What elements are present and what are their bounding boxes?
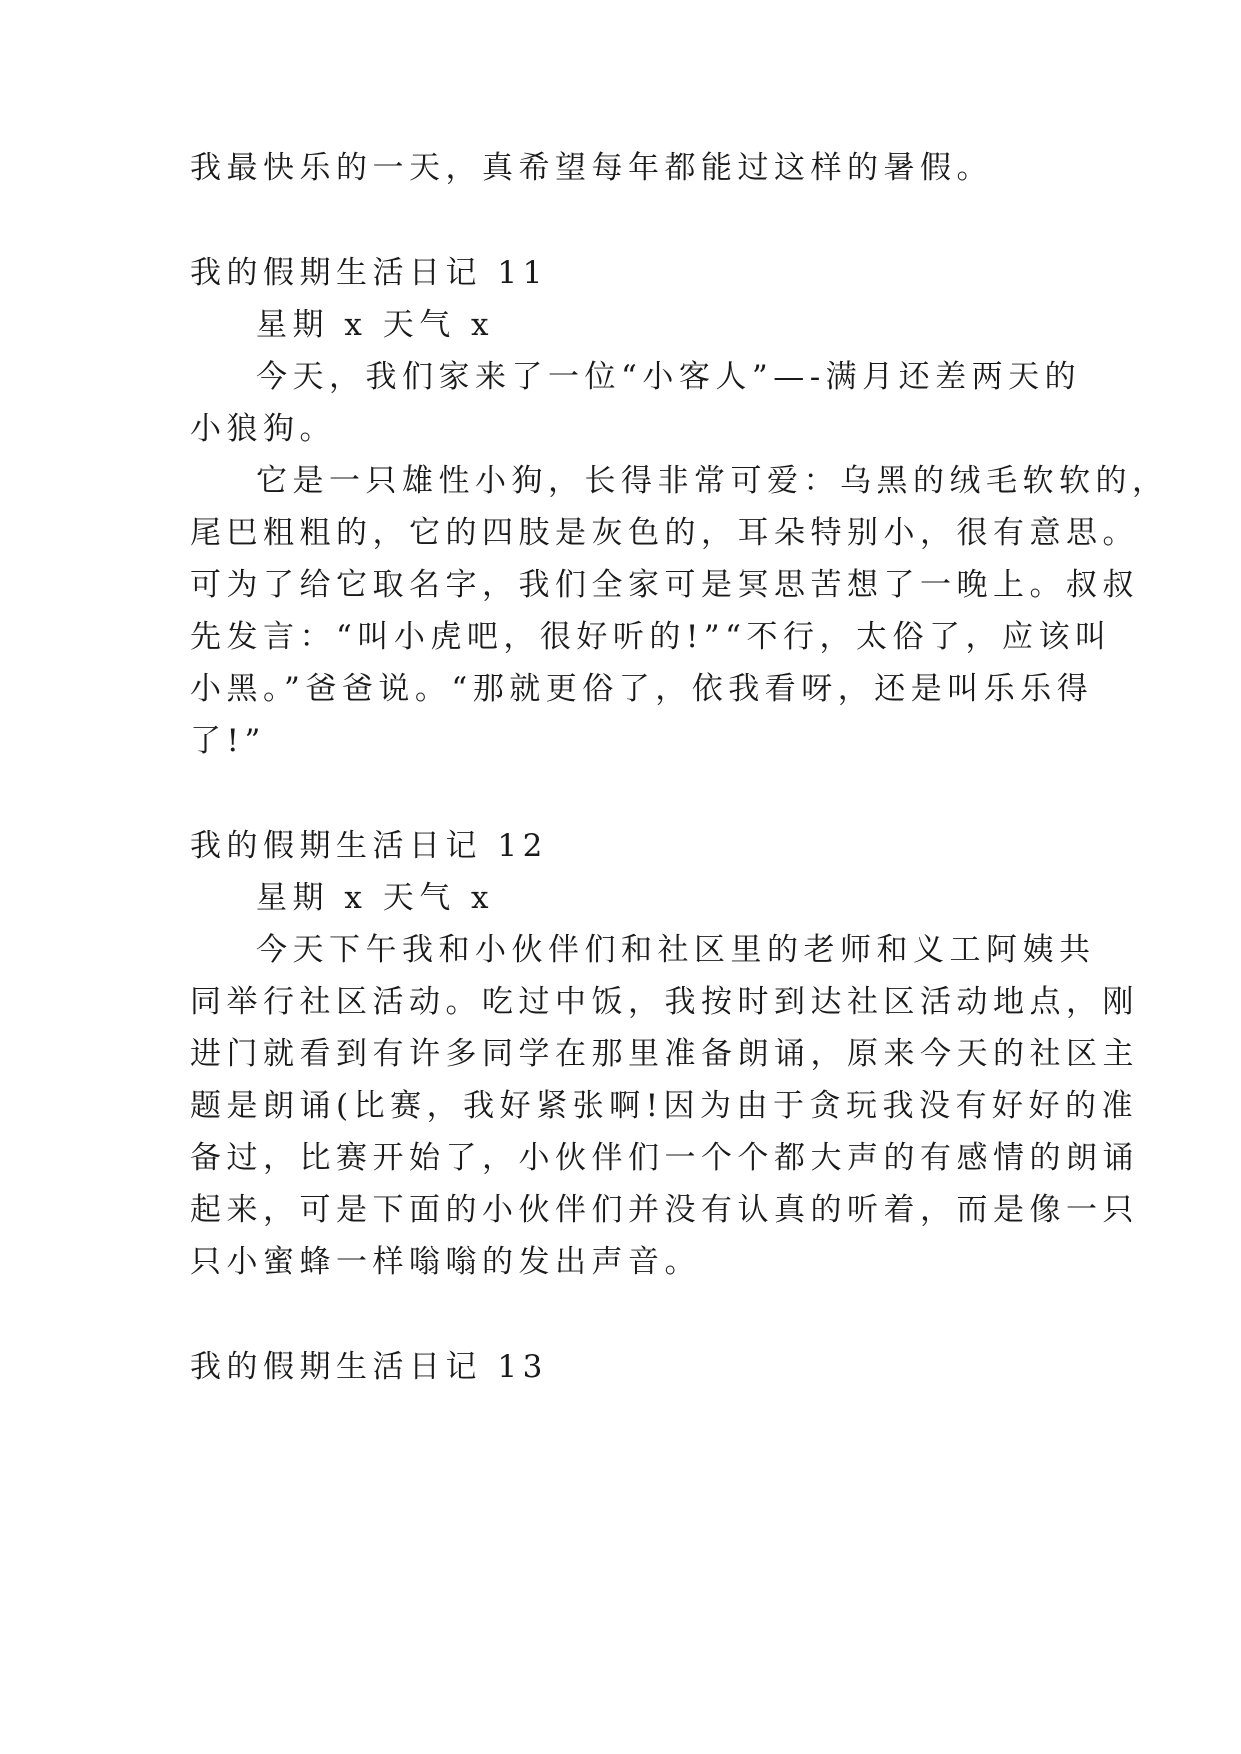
entry-12-line: 备过，比赛开始了，小伙伴们一个个都大声的有感情的朗诵 xyxy=(190,1140,1139,1176)
entry-12-line: 起来，可是下面的小伙伴们并没有认真的听着，而是像一只 xyxy=(190,1192,1139,1228)
entry-11-title: 我的假期生活日记 11 xyxy=(190,255,548,291)
entry-12-meta: 星期 x 天气 x xyxy=(256,880,495,916)
entry-12-line: 同举行社区活动。吃过中饭，我按时到达社区活动地点，刚 xyxy=(190,984,1139,1020)
entry-11-line: 它是一只雄性小狗，长得非常可爱：乌黑的绒毛软软的， xyxy=(256,463,1169,499)
entry-11-meta: 星期 x 天气 x xyxy=(256,307,495,343)
entry-12-line: 只小蜜蜂一样嗡嗡的发出声音。 xyxy=(190,1244,701,1280)
entry-11-line: 尾巴粗粗的，它的四肢是灰色的，耳朵特别小，很有意思。 xyxy=(190,515,1139,551)
intro-line: 我最快乐的一天，真希望每年都能过这样的暑假。 xyxy=(190,150,993,186)
entry-11-line: 可为了给它取名字，我们全家可是冥思苦想了一晚上。叔叔 xyxy=(190,567,1139,603)
entry-12-title: 我的假期生活日记 12 xyxy=(190,828,548,864)
entry-12-line: 题是朗诵(比赛，我好紧张啊!因为由于贪玩我没有好好的准 xyxy=(190,1088,1139,1124)
entry-11-line: 小狼狗。 xyxy=(190,411,336,447)
entry-11-line: 今天，我们家来了一位“小客人”—-满月还差两天的 xyxy=(256,359,1082,395)
entry-13-title: 我的假期生活日记 13 xyxy=(190,1349,548,1385)
entry-11-line: 小黑。”爸爸说。“那就更俗了，依我看呀，还是叫乐乐得 xyxy=(190,671,1094,707)
entry-12-line: 进门就看到有许多同学在那里准备朗诵，原来今天的社区主 xyxy=(190,1036,1139,1072)
entry-11-line: 先发言：“叫小虎吧，很好听的!”“不行，太俗了，应该叫 xyxy=(190,619,1112,655)
entry-11-line: 了!” xyxy=(190,723,266,759)
entry-12-line: 今天下午我和小伙伴们和社区里的老师和义工阿姨共 xyxy=(256,932,1096,968)
